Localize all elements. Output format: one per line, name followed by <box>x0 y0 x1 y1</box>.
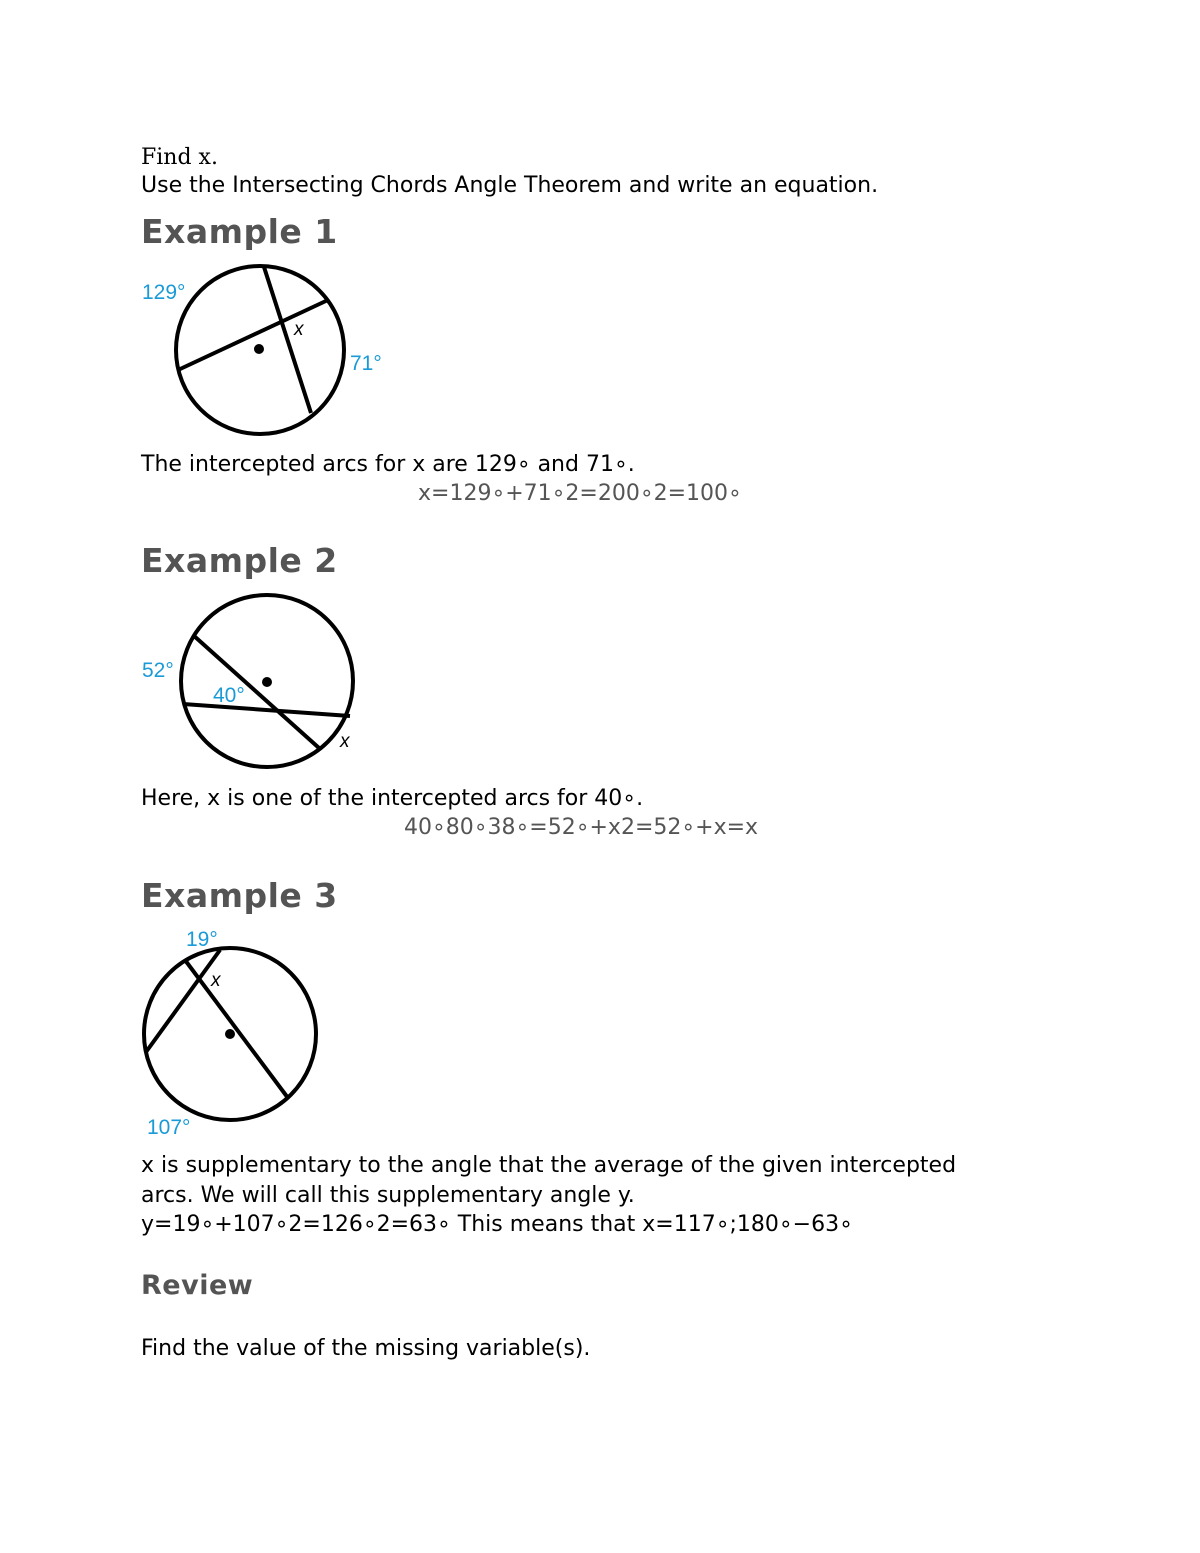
example-1-heading: Example 1 <box>141 212 338 251</box>
example-2-figure <box>141 592 361 770</box>
example-1-arc-left-label: 129° <box>142 281 186 304</box>
instruction-line: Use the Intersecting Chords Angle Theorem and write an equation. <box>141 173 879 198</box>
example-3-arc-bottom-label: 107° <box>147 1116 191 1139</box>
example-3-heading: Example 3 <box>141 876 338 915</box>
find-x-line: Find x. <box>141 145 218 170</box>
example-3-explanation-line-1: x is supplementary to the angle that the average of the given intercepted <box>141 1153 957 1178</box>
example-3-equation: y=19∘+107∘2=126∘2=63∘ This means that x=117∘;180∘−63∘ <box>141 1212 853 1237</box>
example-2-explanation: Here, x is one of the intercepted arcs for 40∘. <box>141 786 644 811</box>
example-2-center-dot <box>262 677 272 687</box>
example-2-chord-a <box>193 635 319 748</box>
example-2-arc-left-label: 52° <box>142 659 174 682</box>
example-1-arc-right-label: 71° <box>350 352 382 375</box>
example-3-explanation-line-2: arcs. We will call this supplementary angle y. <box>141 1183 635 1208</box>
example-2-arc-x-label: x <box>340 731 350 752</box>
example-1-chord-b <box>178 300 328 370</box>
example-1-figure <box>141 262 391 437</box>
example-1-angle-label: x <box>294 319 304 340</box>
example-1-equation: x=129∘+71∘2=200∘2=100∘ <box>418 481 742 506</box>
example-3-arc-top-label: 19° <box>186 928 218 951</box>
example-2-chord-b <box>183 704 350 716</box>
example-2-equation: 40∘80∘38∘=52∘+x2=52∘+x=x <box>404 815 759 840</box>
example-3-chord-b <box>185 960 288 1098</box>
example-3-chord-a <box>146 950 220 1052</box>
example-2-angle-label: 40° <box>213 684 245 707</box>
example-3-center-dot <box>225 1029 235 1039</box>
example-1-center-dot <box>254 344 264 354</box>
example-1-chord-a <box>264 267 311 413</box>
example-1-explanation: The intercepted arcs for x are 129∘ and 71∘. <box>141 452 635 477</box>
example-3-angle-label: x <box>211 970 221 991</box>
review-heading: Review <box>141 1270 254 1301</box>
example-2-heading: Example 2 <box>141 541 338 580</box>
review-instruction: Find the value of the missing variable(s). <box>141 1336 591 1361</box>
example-3-figure <box>141 922 326 1142</box>
